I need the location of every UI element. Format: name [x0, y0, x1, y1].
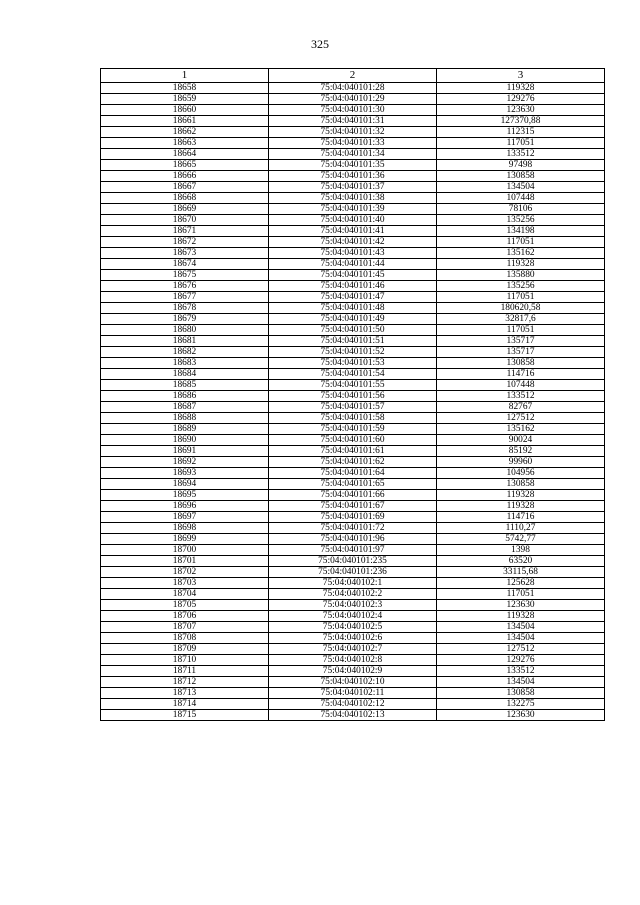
- value-cell: 1398: [437, 545, 605, 556]
- table-row: [101, 457, 605, 468]
- row-number-cell: 18687: [101, 402, 269, 413]
- table-row: [101, 699, 605, 710]
- table-row: [101, 314, 605, 325]
- row-number-cell: 18685: [101, 380, 269, 391]
- row-number-cell: 18705: [101, 600, 269, 611]
- table-row: [101, 336, 605, 347]
- table-row: [101, 435, 605, 446]
- value-cell: 117051: [437, 325, 605, 336]
- table-row: [101, 402, 605, 413]
- table-header-row: [101, 69, 605, 83]
- value-cell: 135717: [437, 336, 605, 347]
- cadastral-number-cell: 75:04:040101:69: [269, 512, 437, 523]
- cadastral-number-cell: 75:04:040101:54: [269, 369, 437, 380]
- row-number-cell: 18689: [101, 424, 269, 435]
- cadastral-number-cell: 75:04:040101:30: [269, 105, 437, 116]
- table-row: [101, 710, 605, 721]
- value-cell: 119328: [437, 490, 605, 501]
- value-cell: 127512: [437, 413, 605, 424]
- cadastral-number-cell: 75:04:040102:12: [269, 699, 437, 710]
- row-number-cell: 18668: [101, 193, 269, 204]
- table-row: [101, 556, 605, 567]
- table-row: [101, 347, 605, 358]
- cadastral-number-cell: 75:04:040101:42: [269, 237, 437, 248]
- value-cell: 119328: [437, 259, 605, 270]
- value-cell: 90024: [437, 435, 605, 446]
- value-cell: 97498: [437, 160, 605, 171]
- row-number-cell: 18691: [101, 446, 269, 457]
- value-cell: 129276: [437, 655, 605, 666]
- value-cell: 114716: [437, 369, 605, 380]
- table-row: [101, 655, 605, 666]
- value-cell: 117051: [437, 589, 605, 600]
- table-body: [101, 83, 605, 721]
- row-number-cell: 18679: [101, 314, 269, 325]
- row-number-cell: 18709: [101, 644, 269, 655]
- table-row: [101, 633, 605, 644]
- table-row: [101, 204, 605, 215]
- row-number-cell: 18688: [101, 413, 269, 424]
- cadastral-number-cell: 75:04:040102:5: [269, 622, 437, 633]
- value-cell: 133512: [437, 391, 605, 402]
- cadastral-number-cell: 75:04:040101:53: [269, 358, 437, 369]
- value-cell: 123630: [437, 105, 605, 116]
- row-number-cell: 18673: [101, 248, 269, 259]
- table-row: [101, 281, 605, 292]
- cadastral-number-cell: 75:04:040101:44: [269, 259, 437, 270]
- cadastral-number-cell: 75:04:040101:62: [269, 457, 437, 468]
- cadastral-number-cell: 75:04:040102:7: [269, 644, 437, 655]
- table-row: [101, 479, 605, 490]
- row-number-cell: 18715: [101, 710, 269, 721]
- cadastral-number-cell: 75:04:040101:56: [269, 391, 437, 402]
- table-row: [101, 149, 605, 160]
- table-row: [101, 611, 605, 622]
- value-cell: 114716: [437, 512, 605, 523]
- row-number-cell: 18695: [101, 490, 269, 501]
- row-number-cell: 18692: [101, 457, 269, 468]
- cadastral-number-cell: 75:04:040101:57: [269, 402, 437, 413]
- cadastral-number-cell: 75:04:040102:13: [269, 710, 437, 721]
- row-number-cell: 18666: [101, 171, 269, 182]
- row-number-cell: 18712: [101, 677, 269, 688]
- row-number-cell: 18661: [101, 116, 269, 127]
- cadastral-number-cell: 75:04:040101:65: [269, 479, 437, 490]
- row-number-cell: 18677: [101, 292, 269, 303]
- row-number-cell: 18711: [101, 666, 269, 677]
- row-number-cell: 18706: [101, 611, 269, 622]
- table-row: [101, 644, 605, 655]
- row-number-cell: 18710: [101, 655, 269, 666]
- row-number-cell: 18680: [101, 325, 269, 336]
- row-number-cell: 18682: [101, 347, 269, 358]
- cadastral-number-cell: 75:04:040101:235: [269, 556, 437, 567]
- table-row: [101, 424, 605, 435]
- cadastral-number-cell: 75:04:040101:67: [269, 501, 437, 512]
- column-header-3: 3: [437, 69, 605, 83]
- value-cell: 99960: [437, 457, 605, 468]
- row-number-cell: 18670: [101, 215, 269, 226]
- cadastral-number-cell: 75:04:040101:60: [269, 435, 437, 446]
- value-cell: 85192: [437, 446, 605, 457]
- cadastral-number-cell: 75:04:040101:58: [269, 413, 437, 424]
- row-number-cell: 18694: [101, 479, 269, 490]
- cadastral-number-cell: 75:04:040101:47: [269, 292, 437, 303]
- cadastral-number-cell: 75:04:040101:39: [269, 204, 437, 215]
- value-cell: 127370,88: [437, 116, 605, 127]
- value-cell: 130858: [437, 479, 605, 490]
- cadastral-number-cell: 75:04:040102:8: [269, 655, 437, 666]
- cadastral-number-cell: 75:04:040101:40: [269, 215, 437, 226]
- cadastral-number-cell: 75:04:040101:41: [269, 226, 437, 237]
- value-cell: 134504: [437, 633, 605, 644]
- row-number-cell: 18667: [101, 182, 269, 193]
- table-row: [101, 589, 605, 600]
- table-row: [101, 534, 605, 545]
- value-cell: 117051: [437, 237, 605, 248]
- row-number-cell: 18693: [101, 468, 269, 479]
- value-cell: 134198: [437, 226, 605, 237]
- row-number-cell: 18671: [101, 226, 269, 237]
- value-cell: 125628: [437, 578, 605, 589]
- table-row: [101, 259, 605, 270]
- value-cell: 135162: [437, 424, 605, 435]
- table-row: [101, 468, 605, 479]
- cadastral-number-cell: 75:04:040101:28: [269, 83, 437, 94]
- cadastral-number-cell: 75:04:040101:29: [269, 94, 437, 105]
- row-number-cell: 18708: [101, 633, 269, 644]
- value-cell: 107448: [437, 193, 605, 204]
- cadastral-number-cell: 75:04:040101:97: [269, 545, 437, 556]
- value-cell: 5742,77: [437, 534, 605, 545]
- page-number: 325: [311, 37, 329, 51]
- row-number-cell: 18690: [101, 435, 269, 446]
- cadastral-number-cell: 75:04:040102:3: [269, 600, 437, 611]
- row-number-cell: 18714: [101, 699, 269, 710]
- row-number-cell: 18675: [101, 270, 269, 281]
- cadastral-number-cell: 75:04:040101:45: [269, 270, 437, 281]
- table-row: [101, 501, 605, 512]
- table-row: [101, 105, 605, 116]
- table-row: [101, 600, 605, 611]
- cadastral-number-cell: 75:04:040101:48: [269, 303, 437, 314]
- table-row: [101, 94, 605, 105]
- value-cell: 133512: [437, 149, 605, 160]
- value-cell: 119328: [437, 83, 605, 94]
- table-row: [101, 622, 605, 633]
- row-number-cell: 18681: [101, 336, 269, 347]
- cadastral-number-cell: 75:04:040102:6: [269, 633, 437, 644]
- table-row: [101, 325, 605, 336]
- value-cell: 127512: [437, 644, 605, 655]
- value-cell: 134504: [437, 677, 605, 688]
- value-cell: 63520: [437, 556, 605, 567]
- value-cell: 135162: [437, 248, 605, 259]
- cadastral-number-cell: 75:04:040101:50: [269, 325, 437, 336]
- value-cell: 130858: [437, 358, 605, 369]
- cadastral-number-cell: 75:04:040101:236: [269, 567, 437, 578]
- table-row: [101, 578, 605, 589]
- value-cell: 129276: [437, 94, 605, 105]
- value-cell: 123630: [437, 710, 605, 721]
- cadastral-number-cell: 75:04:040101:32: [269, 127, 437, 138]
- table-row: [101, 380, 605, 391]
- row-number-cell: 18713: [101, 688, 269, 699]
- value-cell: 135256: [437, 281, 605, 292]
- row-number-cell: 18701: [101, 556, 269, 567]
- value-cell: 132275: [437, 699, 605, 710]
- column-header-2: 2: [269, 69, 437, 83]
- table-row: [101, 193, 605, 204]
- cadastral-number-cell: 75:04:040101:34: [269, 149, 437, 160]
- table-row: [101, 688, 605, 699]
- value-cell: 1110,27: [437, 523, 605, 534]
- row-number-cell: 18662: [101, 127, 269, 138]
- value-cell: 117051: [437, 138, 605, 149]
- value-cell: 135717: [437, 347, 605, 358]
- value-cell: 135256: [437, 215, 605, 226]
- cadastral-number-cell: 75:04:040102:2: [269, 589, 437, 600]
- table-row: [101, 226, 605, 237]
- value-cell: 104956: [437, 468, 605, 479]
- table-row: [101, 83, 605, 94]
- row-number-cell: 18686: [101, 391, 269, 402]
- row-number-cell: 18698: [101, 523, 269, 534]
- cadastral-number-cell: 75:04:040101:59: [269, 424, 437, 435]
- value-cell: 130858: [437, 171, 605, 182]
- table-row: [101, 138, 605, 149]
- table-row: [101, 567, 605, 578]
- table-row: [101, 160, 605, 171]
- value-cell: 134504: [437, 182, 605, 193]
- row-number-cell: 18672: [101, 237, 269, 248]
- table-row: [101, 677, 605, 688]
- table-row: [101, 303, 605, 314]
- value-cell: 135880: [437, 270, 605, 281]
- table-row: [101, 666, 605, 677]
- table-row: [101, 490, 605, 501]
- table-row: [101, 237, 605, 248]
- row-number-cell: 18684: [101, 369, 269, 380]
- cadastral-number-cell: 75:04:040101:35: [269, 160, 437, 171]
- table-row: [101, 523, 605, 534]
- cadastral-number-cell: 75:04:040101:52: [269, 347, 437, 358]
- cadastral-number-cell: 75:04:040101:37: [269, 182, 437, 193]
- row-number-cell: 18707: [101, 622, 269, 633]
- row-number-cell: 18704: [101, 589, 269, 600]
- row-number-cell: 18660: [101, 105, 269, 116]
- row-number-cell: 18703: [101, 578, 269, 589]
- value-cell: 133512: [437, 666, 605, 677]
- row-number-cell: 18700: [101, 545, 269, 556]
- cadastral-number-cell: 75:04:040101:49: [269, 314, 437, 325]
- value-cell: 112315: [437, 127, 605, 138]
- table-row: [101, 270, 605, 281]
- table-row: [101, 215, 605, 226]
- cadastral-number-cell: 75:04:040102:11: [269, 688, 437, 699]
- cadastral-number-cell: 75:04:040101:96: [269, 534, 437, 545]
- row-number-cell: 18697: [101, 512, 269, 523]
- cadastral-number-cell: 75:04:040101:43: [269, 248, 437, 259]
- row-number-cell: 18674: [101, 259, 269, 270]
- row-number-cell: 18683: [101, 358, 269, 369]
- value-cell: 180620,58: [437, 303, 605, 314]
- table-row: [101, 413, 605, 424]
- value-cell: 134504: [437, 622, 605, 633]
- row-number-cell: 18702: [101, 567, 269, 578]
- cadastral-number-cell: 75:04:040102:10: [269, 677, 437, 688]
- cadastral-number-cell: 75:04:040101:55: [269, 380, 437, 391]
- table-row: [101, 391, 605, 402]
- data-table: [100, 68, 605, 721]
- cadastral-number-cell: 75:04:040102:9: [269, 666, 437, 677]
- row-number-cell: 18699: [101, 534, 269, 545]
- row-number-cell: 18676: [101, 281, 269, 292]
- row-number-cell: 18696: [101, 501, 269, 512]
- value-cell: 82767: [437, 402, 605, 413]
- table-row: [101, 171, 605, 182]
- value-cell: 33115,68: [437, 567, 605, 578]
- row-number-cell: 18664: [101, 149, 269, 160]
- table-row: [101, 116, 605, 127]
- row-number-cell: 18663: [101, 138, 269, 149]
- table-row: [101, 248, 605, 259]
- value-cell: 123630: [437, 600, 605, 611]
- column-header-1: 1: [101, 69, 269, 83]
- cadastral-number-cell: 75:04:040101:33: [269, 138, 437, 149]
- table-row: [101, 182, 605, 193]
- cadastral-number-cell: 75:04:040101:61: [269, 446, 437, 457]
- table-row: [101, 512, 605, 523]
- table-row: [101, 369, 605, 380]
- row-number-cell: 18665: [101, 160, 269, 171]
- value-cell: 119328: [437, 501, 605, 512]
- table-row: [101, 358, 605, 369]
- row-number-cell: 18678: [101, 303, 269, 314]
- cadastral-number-cell: 75:04:040102:4: [269, 611, 437, 622]
- cadastral-number-cell: 75:04:040101:31: [269, 116, 437, 127]
- value-cell: 130858: [437, 688, 605, 699]
- table-row: [101, 545, 605, 556]
- value-cell: 107448: [437, 380, 605, 391]
- cadastral-number-cell: 75:04:040101:51: [269, 336, 437, 347]
- cadastral-number-cell: 75:04:040101:64: [269, 468, 437, 479]
- row-number-cell: 18659: [101, 94, 269, 105]
- table-row: [101, 446, 605, 457]
- cadastral-number-cell: 75:04:040101:72: [269, 523, 437, 534]
- cadastral-number-cell: 75:04:040101:46: [269, 281, 437, 292]
- value-cell: 32817,6: [437, 314, 605, 325]
- row-number-cell: 18658: [101, 83, 269, 94]
- row-number-cell: 18669: [101, 204, 269, 215]
- cadastral-number-cell: 75:04:040102:1: [269, 578, 437, 589]
- value-cell: 119328: [437, 611, 605, 622]
- value-cell: 78106: [437, 204, 605, 215]
- cadastral-number-cell: 75:04:040101:38: [269, 193, 437, 204]
- cadastral-number-cell: 75:04:040101:66: [269, 490, 437, 501]
- table-row: [101, 292, 605, 303]
- table-row: [101, 127, 605, 138]
- cadastral-number-cell: 75:04:040101:36: [269, 171, 437, 182]
- value-cell: 117051: [437, 292, 605, 303]
